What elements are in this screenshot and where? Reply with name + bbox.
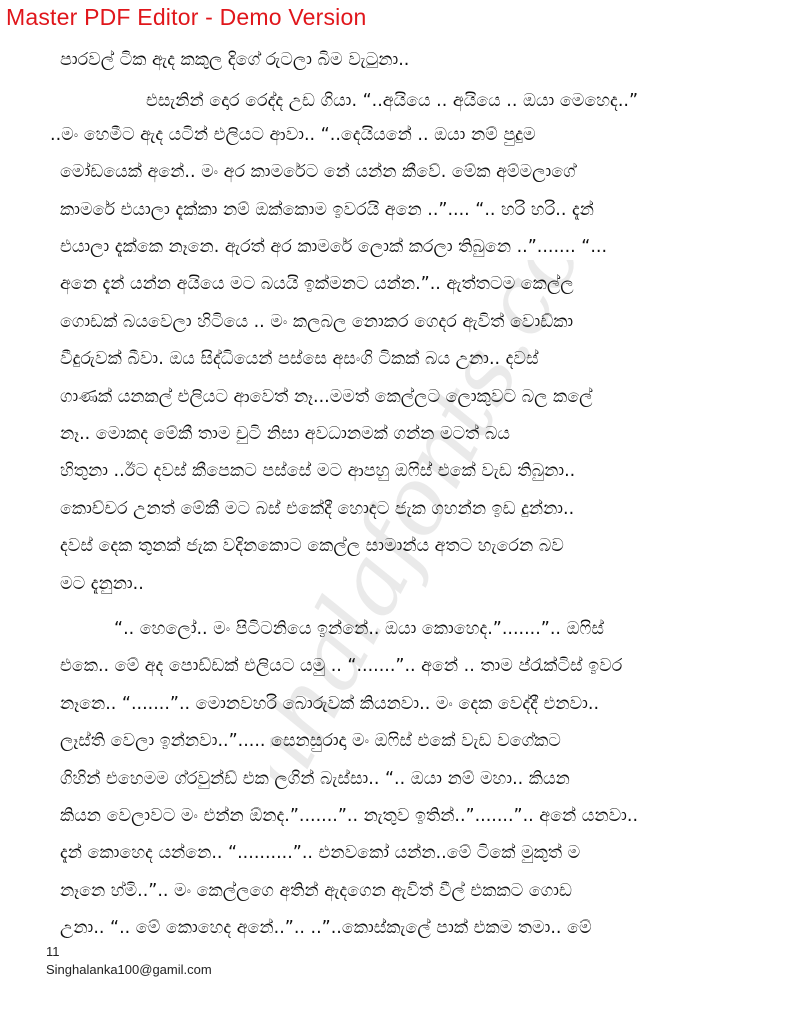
text-line: උනා.. “.. මේ කොහෙද අනේ..”.. ..”..කොස්කැලේ පාක් එකම තමා.. මේ [60, 918, 592, 938]
text-line: ගාණක් යනකල් එලියට ආවෙත් නෑ...මමත් කෙල්ලට ලොකුවට බල කලේ [60, 387, 593, 407]
text-line: හිතුනා ..ඊට දවස් කීපෙකට පස්සේ මට ආපහු ඔෆිස් එකේ වැඩ තිබුනා.. [60, 461, 576, 481]
text-line: කියන වෙලාවට මං එන්න ඕනද.”.......”.. නැතුව ඉතින්..”.......”.. අනේ යනවා.. [60, 806, 639, 826]
text-line: ..මං හෙමීට ඇද යටින් එලියට ආවා.. “..දෙයියනේ .. ඔයා නම් පුදුම [50, 125, 536, 145]
text-line: පාරවල් ටික ඇද කකුල දිගේ රුටලා බිම වැටුනා.. [60, 50, 410, 70]
text-line: මට දැනුනා.. [60, 574, 144, 594]
text-line: එකෙ.. මේ අද පොඩ්ඩක් එලියට යමු .. “.......”.. අනේ .. තාම ප්රැක්ටිස් ඉවර [60, 656, 623, 676]
text-line: කාමරේ එයාලා දැක්කා නම් ඔක්කොම ඉවරයි අනෙ ..”.... “.. හරි හරි.. දැන් [60, 200, 594, 220]
text-line: නෑනෙ.. “.......”.. මොනවහරි බොරුවක් කියනවා.. මං දෙක වෙද්දී එනවා.. [60, 694, 600, 714]
text-line: ලෑස්ති වෙලා ඉන්නවා..”..... සෙනසුරාදා මං ඔෆිස් එකේ වැඩ වගේකට [60, 731, 561, 751]
text-line: නෑනෙ හ්මි..”.. මං කෙල්ලගෙ අතින් ඇදගෙන ඇවිත් වීල් එකකට ගොඩ [60, 881, 572, 901]
demo-version-banner: Master PDF Editor - Demo Version [6, 4, 367, 30]
watermark-label: sinhalafonts.com [270, 260, 610, 780]
text-line: නෑ.. මොකද මේකී තාම චුටි නිසා අවධානමක් ගන්න මටත් බය [60, 424, 510, 444]
text-line: ගිහින් එහෙමම ග්රවුන්ඩ් එක ලගින් බැස්සා.. “.. ඔයා නම් මහා.. කියන [60, 769, 570, 789]
text-line: මෝඩයෙක් අනේ.. මං අර කාමරේට නේ යන්න කීවේ. මේක අම්මලාගේ [60, 162, 576, 182]
text-line: අනෙ දැන් යන්න අයියෙ මට බයයි ඉක්මනට යන්න.”.. ඇත්තටම කෙල්ල [60, 274, 574, 294]
text-line: කොච්චර උනත් මේකී මට බස් එකේදී හොදට ජැක ගහන්න ඉඩ දුන්නා.. [60, 499, 575, 519]
text-line: වීදුරුවක් බීවා. ඔය සිද්ධියෙන් පස්සෙ අසංගි ටිකක් බය උනා.. දවස් [60, 349, 539, 369]
text-line: එයාලා දැක්කෙ නෑනෙ. ඇරත් අර කාමරේ ලොක් කරලා තිබුනෙ ..”....... “... [60, 237, 608, 257]
text-line: දැන් කොහෙද යන්නෙ.. “..........”.. එනවකෝ යන්න..මේ ටිකේ මුකුත් ම [60, 843, 581, 863]
text-line: දවස් දෙක තුනක් ජැක වදිනකොට කෙල්ල සාමාන්ය අතට හැරෙන බව [60, 536, 564, 556]
page-number: 11 [46, 944, 60, 959]
text-line: එසැනින් දොර රෙද්ද උඩ ගියා. “..අයියෙ .. අයියෙ .. ඔයා මෙහෙද..” [146, 91, 639, 111]
text-line: ගොඩක් බයවෙලා හිටියෙ .. මං කලබල නොකර ගෙදර ඇවිත් වොඩ්කා [60, 312, 574, 332]
text-line: “.. හෙලෝ.. මං පිටිටනියෙ ඉන්නේ.. ඔයා කොහෙද.”.......”.. ඔෆිස් [114, 619, 604, 639]
footer-email: Singhalanka100@gamil.com [46, 962, 212, 977]
